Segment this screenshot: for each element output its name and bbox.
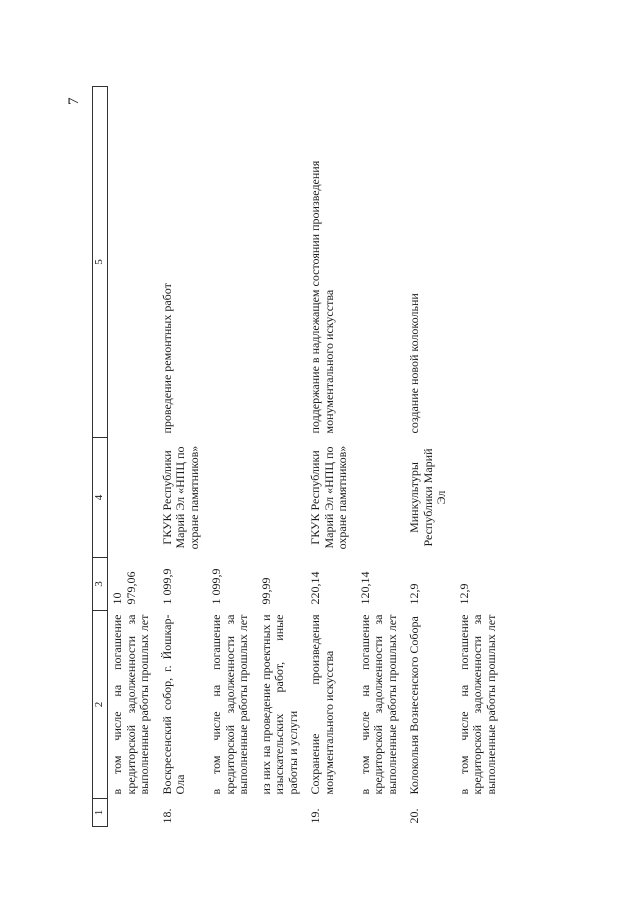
- row-goal: поддержание в надлежащем состоянии произведения монументального искусства: [308, 160, 336, 434]
- row-goal: [253, 87, 303, 438]
- row-amount: 10 979,06: [110, 571, 138, 605]
- row-goal: создание новой колокольни: [407, 293, 421, 434]
- row-number: 18.: [159, 808, 174, 824]
- row-organization: ГКУК Республики Марий Эл «НПЦ по охране памятников»: [308, 445, 349, 550]
- row-number: [203, 799, 253, 827]
- row-goal: [451, 87, 501, 438]
- row-goal: проведение ремонтных работ: [159, 283, 174, 434]
- row-name: Воскресенский собор, г. Йошкар-Ола: [159, 614, 187, 795]
- col-header: 4: [93, 438, 108, 558]
- row-number: 19.: [308, 808, 322, 824]
- table-row: [352, 87, 402, 827]
- header-row: [93, 87, 108, 827]
- table-row: [401, 87, 451, 827]
- page-number: 7: [66, 97, 82, 105]
- row-goal: [203, 87, 253, 438]
- col-header: 2: [93, 611, 108, 799]
- row-amount: 1 099,9: [209, 568, 223, 605]
- row-goal: [352, 87, 402, 438]
- row-name: Сохранение произведения монументального искусства: [308, 614, 336, 795]
- row-number: [108, 799, 154, 827]
- row-number: 20.: [407, 808, 421, 824]
- col-header: 5: [93, 87, 108, 438]
- budget-table: [92, 86, 500, 827]
- row-amount: 12,9: [407, 583, 421, 605]
- row-organization: [203, 438, 253, 558]
- col-header: 1: [93, 799, 108, 827]
- col-header: 3: [93, 558, 108, 611]
- table-row: [203, 87, 253, 827]
- table-row: [154, 87, 204, 827]
- table-row: [253, 87, 303, 827]
- row-organization: [352, 438, 402, 558]
- row-amount: 12,9: [456, 583, 471, 605]
- row-number: [352, 799, 402, 827]
- row-name: в том числе на погашение кредиторской задолженности за выполненные работы прошлых лет: [110, 614, 151, 795]
- row-number: [451, 799, 501, 827]
- row-name: Колокольня Вознесенского Собора: [407, 616, 421, 795]
- row-name: в том числе на погашение кредиторской задолженности за выполненные работы прошлых лет: [456, 614, 498, 795]
- table-row: [108, 87, 154, 827]
- row-organization: [108, 438, 154, 558]
- row-organization: [253, 438, 303, 558]
- row-amount: 1 099,9: [159, 568, 174, 605]
- row-number: [253, 799, 303, 827]
- table-row: [302, 87, 352, 827]
- table-row: [451, 87, 501, 827]
- row-goal: [108, 87, 154, 438]
- row-name: в том числе на погашение кредиторской задолженности за выполненные работы прошлых лет: [209, 614, 250, 795]
- row-organization: ГКУК Республики Марий Эл «НПЦ по охране памятников»: [159, 445, 201, 550]
- row-organization: [451, 438, 501, 558]
- row-amount: 99,99: [258, 577, 273, 605]
- row-name: из них на проведение проектных и изыскательских работ, иные работы и услуги: [258, 614, 300, 795]
- row-name: в том числе на погашение кредиторской задолженности за выполненные работы прошлых лет: [357, 614, 399, 795]
- row-organization: Минкультуры Республики Марий Эл: [407, 448, 448, 547]
- row-amount: 220,14: [308, 571, 322, 605]
- row-amount: 120,14: [357, 571, 372, 605]
